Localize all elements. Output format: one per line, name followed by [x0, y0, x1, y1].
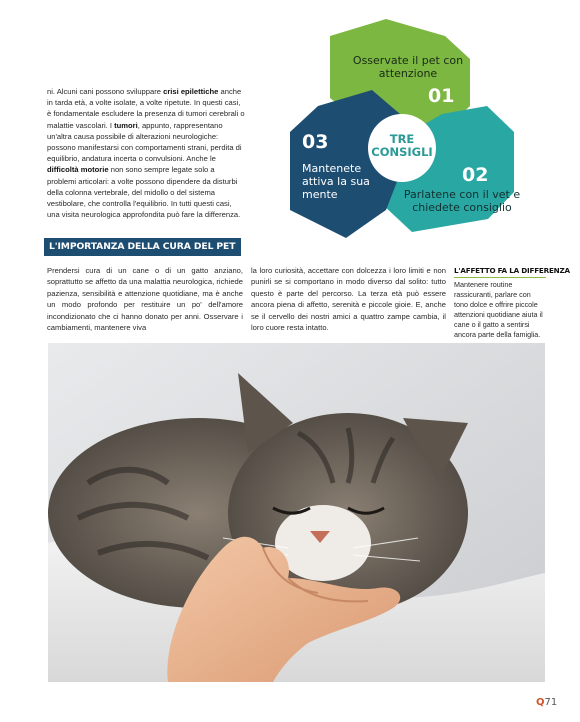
- intro-paragraph: [47, 86, 245, 220]
- tip-01-number: 01: [428, 85, 455, 107]
- page-number: 71: [544, 697, 558, 708]
- body-column-2: [251, 265, 446, 333]
- cat-photo: [48, 343, 545, 682]
- tip-01-text: Osservate il pet con attenzione: [352, 54, 464, 80]
- body-column-2-text: la loro curiosità, accettare con dolcezza i loro limiti e non punirli se si comportano in modo diverso dal solito: tutto questo è parte del percorso. La terza età può essere ancora piena di affetto, serenità e piccole gioie. E, anche se il cervello dei nostri amici a quattro zampe cambia, il loro cuore resta intatto.: [251, 266, 446, 333]
- center-label: TRE CONSIGLI: [371, 132, 433, 159]
- intro-text-1: ni. Alcuni cani possono sviluppare: [47, 87, 164, 96]
- tip-03-number: 03: [302, 131, 329, 153]
- brand-logo: Q: [536, 697, 545, 708]
- cat-illustration: [48, 343, 545, 682]
- tip-02-number: 02: [462, 164, 489, 186]
- sidebar-title: L'AFFETTO FA LA DIFFERENZA: [454, 266, 546, 278]
- intro-bold-1: crisi epilettiche: [163, 87, 219, 96]
- intro-text-3: , appunto, rappresentano un'altra causa possibile di alterazioni neurologiche: possono manifestarsi con comportamenti strani, perdita di equilibrio, andatura incerta o convulsioni. Anche le: [47, 120, 242, 164]
- body-column-1: [47, 265, 243, 333]
- body-column-1-text: Prendersi cura di un cane o di un gatto anziano, soprattutto se affetto da una malattia neurologica, richiede pazienza, sensibilità e attenzione quotidiane, ma è anche un modo profondo per restituire un po' dell'amore incondizionato che ci hanno donato per anni. Osservare i cambiamenti, mantenere viva: [47, 266, 243, 333]
- intro-bold-2: tumori: [114, 120, 138, 130]
- sidebar-box: [454, 266, 570, 340]
- page-folio: [536, 697, 557, 708]
- tips-infographic: [282, 14, 580, 254]
- sidebar-text: Mantenere routine rassicuranti, parlare con tono dolce e offrire piccole attenzioni quotidiane aiuta il cane o il gatto a sentirsi ancora parte della famiglia.: [454, 280, 543, 339]
- tip-02-text: Parlatene con il vet e chiedete consiglio: [403, 188, 521, 214]
- intro-text-4: non sono sempre legate solo a problemi articolari: a volte possono dipendere da disturbi della colonna vertebrale, del midollo o del sistema vestibolare, che controlla l'equilibrio. In tutti questi casi, una visita neurologica approfondita può fare la differenza.: [47, 165, 241, 220]
- intro-text-2: anche in tarda età, a volte isolate, a volte ripetute. In questi casi, è fondamentale escludere la presenza di tumori cerebrali o malattie vascolari. I: [47, 87, 245, 130]
- section-heading: L'IMPORTANZA DELLA CURA DEL PET: [44, 238, 241, 256]
- tip-03-text: Mantenete attiva la sua mente: [302, 162, 370, 201]
- intro-bold-3: difficoltà motorie: [47, 165, 109, 175]
